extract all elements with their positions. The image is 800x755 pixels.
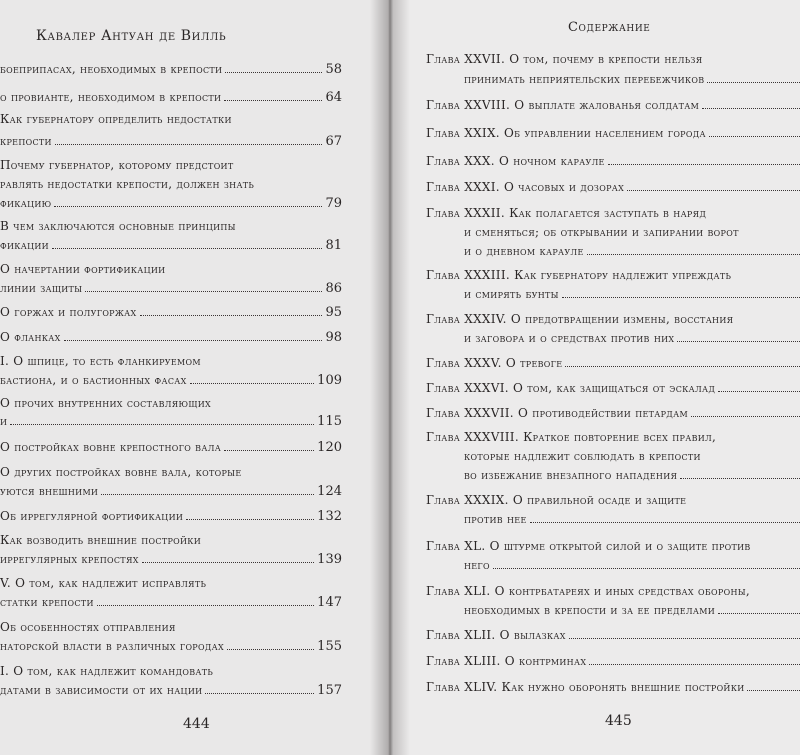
- toc-line: о провианте, необходимом в крепости 64: [0, 90, 342, 105]
- page-number: 109: [317, 373, 342, 388]
- toc-line: О начертании фортификации: [0, 262, 166, 276]
- toc-line: фикации 81: [0, 238, 342, 253]
- toc-line: которые надлежит соблюдать в крепости: [464, 449, 701, 463]
- toc-line: Об иррегулярной фортификации 132: [0, 509, 342, 524]
- toc-line: необходимых в крепости и за ее пределами: [464, 603, 800, 617]
- toc-line: О постройках вовне крепостного вала 120: [0, 440, 342, 455]
- toc-line: Глава XXXIV. О предотвращении измены, восстания: [426, 312, 734, 326]
- right-page-number: 445: [605, 713, 632, 729]
- left-running-head: Кавалер Антуан де Вилль: [36, 28, 227, 44]
- left-page-number: 444: [183, 716, 210, 732]
- toc-line: О фланках 98: [0, 330, 342, 345]
- page-number: 120: [317, 440, 342, 455]
- page-number: 115: [317, 414, 342, 429]
- toc-line: него: [464, 558, 800, 572]
- page-number: 139: [317, 552, 342, 567]
- page-number: 79: [325, 196, 342, 211]
- toc-line: наторской власти в различных городах 155: [0, 639, 342, 654]
- toc-line: и заговора и о средствах против них: [464, 331, 800, 345]
- toc-line: I. О шпице, то есть фланкируемом: [0, 354, 201, 368]
- toc-line: I. О том, как надлежит командовать: [0, 664, 214, 678]
- toc-line: во избежание внезапного нападения: [464, 468, 800, 482]
- toc-line: принимать неприятельских перебежчиков: [464, 72, 800, 86]
- toc-line: бастиона, и о бастионных фасах 109: [0, 373, 342, 388]
- page-number: 81: [325, 238, 342, 253]
- toc-line: против нее: [464, 512, 800, 526]
- toc-line: Глава XXXVI. О том, как защищаться от эскалад: [426, 381, 800, 395]
- toc-line: и 115: [0, 414, 342, 429]
- toc-line: Глава XL. О штурме открытой силой и о защите против: [426, 539, 751, 553]
- toc-line: Как губернатору определить недостатки: [0, 112, 232, 126]
- toc-line: и смирять бунты: [464, 287, 800, 301]
- toc-line: равлять недостатки крепости, должен знать: [0, 177, 255, 191]
- toc-line: Глава XXXII. Как полагается заступать в наряд: [426, 206, 707, 220]
- toc-line: Глава XXXVIII. Краткое повторение всех правил,: [426, 430, 717, 444]
- left-page: [0, 0, 388, 755]
- toc-line: статки крепости 147: [0, 595, 342, 610]
- toc-line: датами в зависимости от их нации 157: [0, 683, 342, 698]
- page-number: 58: [325, 62, 342, 77]
- toc-line: Как возводить внешние постройки: [0, 533, 202, 547]
- right-running-head: Содержание: [568, 20, 651, 35]
- toc-line: Глава XLII. О вылазках: [426, 628, 800, 642]
- page-number: 124: [317, 484, 342, 499]
- toc-line: Глава XXVIII. О выплате жалованья солдатам: [426, 98, 800, 112]
- toc-line: Глава XXX. О ночном карауле: [426, 154, 800, 168]
- toc-line: боеприпасах, необходимых в крепости 58: [0, 62, 342, 77]
- toc-line: Глава XXIX. Об управлении населением города: [426, 126, 800, 140]
- page-number: 132: [317, 509, 342, 524]
- toc-line: линии защиты 86: [0, 281, 342, 296]
- page-number: 95: [325, 305, 342, 320]
- toc-line: В чем заключаются основные принципы: [0, 219, 236, 233]
- toc-line: Глава XLIV. Как нужно оборонять внешние постройки: [426, 680, 800, 694]
- page-number: 98: [325, 330, 342, 345]
- toc-line: Глава XXVII. О том, почему в крепости нельзя: [426, 52, 703, 66]
- toc-line: О прочих внутренних составляющих: [0, 396, 212, 410]
- page-number: 86: [325, 281, 342, 296]
- toc-line: Глава XLI. О контрбатареях и иных средствах обороны,: [426, 584, 751, 598]
- toc-line: Глава XXXIX. О правильной осаде и защите: [426, 493, 687, 507]
- toc-line: уются внешними 124: [0, 484, 342, 499]
- page-number: 157: [317, 683, 342, 698]
- toc-line: V. О том, как надлежит исправлять: [0, 576, 207, 590]
- toc-line: Глава XLIII. О контрминах: [426, 654, 800, 668]
- toc-line: крепости 67: [0, 134, 342, 149]
- toc-line: О других постройках вовне вала, которые: [0, 465, 242, 479]
- toc-line: Глава XXXIII. Как губернатору надлежит упреждать: [426, 268, 732, 282]
- page-number: 147: [317, 595, 342, 610]
- toc-line: Почему губернатор, которому предстоит: [0, 158, 234, 172]
- toc-line: Глава XXXV. О тревоге: [426, 356, 800, 370]
- toc-line: О горжах и полугоржах 95: [0, 305, 342, 320]
- toc-line: фикацию 79: [0, 196, 342, 211]
- toc-line: Об особенностях отправления: [0, 620, 176, 634]
- right-page: [388, 0, 800, 755]
- toc-line: и о дневном карауле: [464, 244, 800, 258]
- toc-line: и сменяться; об открывании и запирании ворот: [464, 225, 739, 239]
- page-number: 155: [317, 639, 342, 654]
- toc-line: Глава XXXVII. О противодействии петардам: [426, 406, 800, 420]
- toc-line: Глава XXXI. О часовых и дозорах: [426, 180, 800, 194]
- page-number: 67: [325, 134, 342, 149]
- page-number: 64: [325, 90, 342, 105]
- toc-line: иррегулярных крепостях 139: [0, 552, 342, 567]
